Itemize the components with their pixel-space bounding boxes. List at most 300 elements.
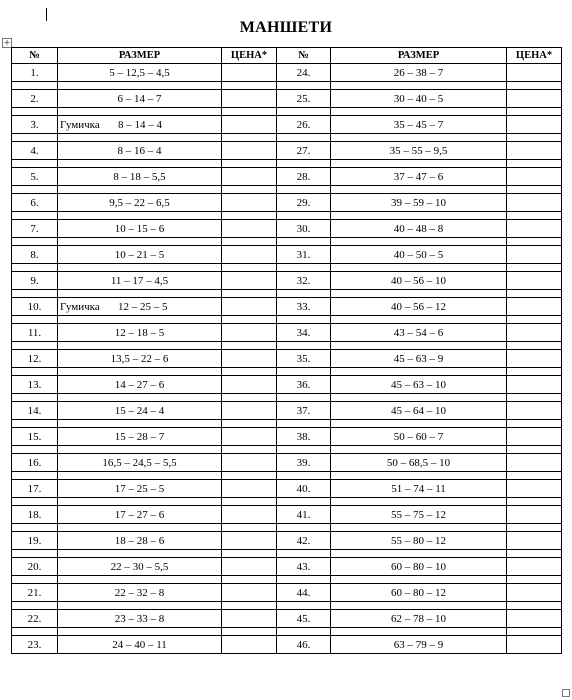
price-cell[interactable] xyxy=(222,90,277,108)
price-cell[interactable] xyxy=(507,324,562,342)
row-number: 20. xyxy=(12,558,58,576)
price-cell[interactable] xyxy=(222,142,277,160)
size-cell: 62 – 78 – 10 xyxy=(331,610,507,628)
empty-cell xyxy=(507,108,562,116)
size-cell xyxy=(58,376,222,394)
spacer-row xyxy=(12,446,562,454)
empty-cell xyxy=(331,290,507,298)
spacer-row xyxy=(12,264,562,272)
row-number: 2. xyxy=(12,90,58,108)
empty-cell xyxy=(331,342,507,350)
row-number: 7. xyxy=(12,220,58,238)
size-value: 17 – 27 – 6 xyxy=(114,508,165,521)
row-number: 8. xyxy=(12,246,58,264)
empty-cell xyxy=(507,82,562,90)
size-cell: 26 – 38 – 7 xyxy=(331,64,507,82)
price-cell[interactable] xyxy=(222,324,277,342)
row-number: 43. xyxy=(277,558,331,576)
price-cell[interactable] xyxy=(507,272,562,290)
table-row xyxy=(12,584,562,602)
table-row xyxy=(12,350,562,368)
table-row xyxy=(12,90,562,108)
size-value: 18 – 28 – 6 xyxy=(114,534,165,547)
spacer-row xyxy=(12,160,562,168)
price-cell[interactable] xyxy=(222,558,277,576)
price-cell[interactable] xyxy=(507,194,562,212)
empty-cell xyxy=(222,134,277,142)
row-number: 44. xyxy=(277,584,331,602)
table-resize-handle-icon[interactable] xyxy=(562,689,570,697)
size-value: 15 – 24 – 4 xyxy=(114,404,165,417)
empty-cell xyxy=(58,498,222,506)
table-row xyxy=(12,610,562,628)
price-cell[interactable] xyxy=(222,64,277,82)
size-cell xyxy=(58,428,222,446)
empty-cell xyxy=(277,186,331,194)
empty-cell xyxy=(12,316,58,324)
empty-cell xyxy=(58,290,222,298)
empty-cell xyxy=(12,524,58,532)
row-number: 36. xyxy=(277,376,331,394)
size-value: 16,5 – 24,5 – 5,5 xyxy=(102,456,177,469)
table-row xyxy=(12,324,562,342)
empty-cell xyxy=(58,342,222,350)
table-row xyxy=(12,194,562,212)
row-number: 13. xyxy=(12,376,58,394)
empty-cell xyxy=(331,160,507,168)
size-cell xyxy=(58,298,222,316)
spacer-row xyxy=(12,212,562,220)
size-cell xyxy=(58,532,222,550)
empty-cell xyxy=(222,160,277,168)
price-cell[interactable] xyxy=(222,402,277,420)
size-value: 22 – 30 – 5,5 xyxy=(110,560,169,573)
empty-cell xyxy=(58,82,222,90)
price-cell[interactable] xyxy=(507,90,562,108)
price-cell[interactable] xyxy=(222,454,277,472)
empty-cell xyxy=(277,342,331,350)
empty-cell xyxy=(58,446,222,454)
row-number: 34. xyxy=(277,324,331,342)
spacer-row xyxy=(12,82,562,90)
price-cell[interactable] xyxy=(222,584,277,602)
empty-cell xyxy=(507,264,562,272)
spacer-row xyxy=(12,602,562,610)
size-cell: 40 – 48 – 8 xyxy=(331,220,507,238)
price-cell[interactable] xyxy=(507,506,562,524)
price-cell[interactable] xyxy=(507,64,562,82)
empty-cell xyxy=(507,472,562,480)
price-cell[interactable] xyxy=(507,220,562,238)
size-value: 8 – 14 – 4 xyxy=(118,118,162,131)
price-cell[interactable] xyxy=(507,584,562,602)
row-number: 28. xyxy=(277,168,331,186)
spacer-row xyxy=(12,628,562,636)
price-cell[interactable] xyxy=(507,116,562,134)
row-number: 16. xyxy=(12,454,58,472)
empty-cell xyxy=(331,108,507,116)
price-cell[interactable] xyxy=(507,454,562,472)
size-value: 5 – 12,5 – 4,5 xyxy=(109,66,170,79)
page-title: МАНШЕТИ xyxy=(239,19,333,36)
empty-cell xyxy=(12,82,58,90)
row-number: 5. xyxy=(12,168,58,186)
empty-cell xyxy=(277,290,331,298)
size-cell xyxy=(58,480,222,498)
size-cell xyxy=(58,350,222,368)
spacer-row xyxy=(12,108,562,116)
size-value: 9,5 – 22 – 6,5 xyxy=(109,196,170,209)
row-number: 37. xyxy=(277,402,331,420)
table-row xyxy=(12,636,562,654)
row-number: 3. xyxy=(12,116,58,134)
empty-cell xyxy=(331,498,507,506)
table-row xyxy=(12,376,562,394)
price-cell[interactable] xyxy=(507,636,562,654)
size-cell xyxy=(58,116,222,134)
row-number: 26. xyxy=(277,116,331,134)
empty-cell xyxy=(277,628,331,636)
spacer-row xyxy=(12,498,562,506)
price-cell[interactable] xyxy=(222,350,277,368)
empty-cell xyxy=(277,134,331,142)
empty-cell xyxy=(331,446,507,454)
empty-cell xyxy=(277,368,331,376)
size-cell xyxy=(58,246,222,264)
empty-cell xyxy=(331,628,507,636)
empty-cell xyxy=(58,524,222,532)
price-cell[interactable] xyxy=(222,376,277,394)
size-cell: 63 – 79 – 9 xyxy=(331,636,507,654)
price-cell[interactable] xyxy=(507,402,562,420)
size-cell: 40 – 56 – 10 xyxy=(331,272,507,290)
price-cell[interactable] xyxy=(222,428,277,446)
row-number: 35. xyxy=(277,350,331,368)
empty-cell xyxy=(277,446,331,454)
empty-cell xyxy=(331,134,507,142)
header-size: РАЗМЕР xyxy=(58,48,222,64)
row-number: 29. xyxy=(277,194,331,212)
price-cell[interactable] xyxy=(222,506,277,524)
empty-cell xyxy=(222,212,277,220)
size-note: Гумичка xyxy=(60,300,100,313)
row-number: 21. xyxy=(12,584,58,602)
empty-cell xyxy=(222,394,277,402)
size-value: 12 – 18 – 5 xyxy=(114,326,165,339)
row-number: 25. xyxy=(277,90,331,108)
size-cell xyxy=(58,324,222,342)
size-value: 22 – 32 – 8 xyxy=(114,586,165,599)
size-cell: 55 – 80 – 12 xyxy=(331,532,507,550)
size-cell: 50 – 68,5 – 10 xyxy=(331,454,507,472)
table-row xyxy=(12,168,562,186)
empty-cell xyxy=(222,82,277,90)
price-cell[interactable] xyxy=(507,610,562,628)
size-cell xyxy=(58,194,222,212)
empty-cell xyxy=(331,602,507,610)
price-cell[interactable] xyxy=(222,298,277,316)
row-number: 39. xyxy=(277,454,331,472)
row-number: 32. xyxy=(277,272,331,290)
empty-cell xyxy=(12,212,58,220)
row-number: 1. xyxy=(12,64,58,82)
empty-cell xyxy=(331,524,507,532)
price-cell[interactable] xyxy=(222,194,277,212)
spacer-row xyxy=(12,342,562,350)
spacer-row xyxy=(12,134,562,142)
price-cell[interactable] xyxy=(507,298,562,316)
table-move-handle-icon[interactable]: + xyxy=(3,38,11,47)
empty-cell xyxy=(58,550,222,558)
size-cell xyxy=(58,558,222,576)
spacer-row xyxy=(12,576,562,584)
empty-cell xyxy=(12,446,58,454)
empty-cell xyxy=(507,498,562,506)
empty-cell xyxy=(277,212,331,220)
empty-cell xyxy=(58,238,222,246)
table-row xyxy=(12,532,562,550)
price-cell[interactable] xyxy=(222,480,277,498)
empty-cell xyxy=(58,212,222,220)
empty-cell xyxy=(222,264,277,272)
empty-cell xyxy=(507,602,562,610)
empty-cell xyxy=(12,290,58,298)
size-note: Гумичка xyxy=(60,118,100,131)
price-cell[interactable] xyxy=(507,168,562,186)
size-value: 10 – 21 – 5 xyxy=(114,248,165,261)
empty-cell xyxy=(58,602,222,610)
empty-cell xyxy=(58,628,222,636)
empty-cell xyxy=(331,368,507,376)
empty-cell xyxy=(277,498,331,506)
price-cell[interactable] xyxy=(222,220,277,238)
empty-cell xyxy=(12,108,58,116)
empty-cell xyxy=(12,498,58,506)
size-cell: 50 – 60 – 7 xyxy=(331,428,507,446)
header-price: ЦЕНА* xyxy=(222,48,277,64)
row-number: 9. xyxy=(12,272,58,290)
empty-cell xyxy=(12,394,58,402)
empty-cell xyxy=(507,394,562,402)
empty-cell xyxy=(277,82,331,90)
price-cell[interactable] xyxy=(222,116,277,134)
row-number: 41. xyxy=(277,506,331,524)
empty-cell xyxy=(12,550,58,558)
row-number: 12. xyxy=(12,350,58,368)
size-value: 23 – 33 – 8 xyxy=(114,612,165,625)
size-cell xyxy=(58,454,222,472)
spacer-row xyxy=(12,394,562,402)
size-cell xyxy=(58,506,222,524)
size-cell xyxy=(58,610,222,628)
row-number: 27. xyxy=(277,142,331,160)
empty-cell xyxy=(331,238,507,246)
empty-cell xyxy=(507,446,562,454)
row-number: 15. xyxy=(12,428,58,446)
size-cell xyxy=(58,272,222,290)
empty-cell xyxy=(12,342,58,350)
spacer-row xyxy=(12,472,562,480)
empty-cell xyxy=(222,576,277,584)
size-value: 8 – 18 – 5,5 xyxy=(113,170,166,183)
empty-cell xyxy=(507,342,562,350)
table-row xyxy=(12,454,562,472)
empty-cell xyxy=(58,420,222,428)
price-cell[interactable] xyxy=(222,610,277,628)
empty-cell xyxy=(507,524,562,532)
size-cell xyxy=(58,636,222,654)
empty-cell xyxy=(507,160,562,168)
empty-cell xyxy=(331,316,507,324)
size-value: 6 – 14 – 7 xyxy=(117,92,162,105)
empty-cell xyxy=(507,212,562,220)
row-number: 46. xyxy=(277,636,331,654)
price-cell[interactable] xyxy=(507,350,562,368)
row-number: 10. xyxy=(12,298,58,316)
price-cell[interactable] xyxy=(507,480,562,498)
empty-cell xyxy=(58,394,222,402)
empty-cell xyxy=(331,550,507,558)
size-value: 14 – 27 – 6 xyxy=(114,378,165,391)
price-cell[interactable] xyxy=(507,532,562,550)
empty-cell xyxy=(507,576,562,584)
spacer-row xyxy=(12,524,562,532)
empty-cell xyxy=(507,290,562,298)
empty-cell xyxy=(58,368,222,376)
empty-cell xyxy=(58,134,222,142)
table-row xyxy=(12,272,562,290)
empty-cell xyxy=(222,550,277,558)
empty-cell xyxy=(58,316,222,324)
price-cell[interactable] xyxy=(507,246,562,264)
empty-cell xyxy=(222,290,277,298)
empty-cell xyxy=(12,368,58,376)
row-number: 19. xyxy=(12,532,58,550)
empty-cell xyxy=(222,420,277,428)
empty-cell xyxy=(12,186,58,194)
table-row xyxy=(12,116,562,134)
price-cell[interactable] xyxy=(507,142,562,160)
sizes-table xyxy=(11,47,562,654)
empty-cell xyxy=(58,160,222,168)
empty-cell xyxy=(331,420,507,428)
table-row xyxy=(12,558,562,576)
size-cell xyxy=(58,584,222,602)
empty-cell xyxy=(507,238,562,246)
price-cell[interactable] xyxy=(507,428,562,446)
empty-cell xyxy=(222,238,277,246)
size-value: 8 – 16 – 4 xyxy=(117,144,162,157)
empty-cell xyxy=(277,550,331,558)
empty-cell xyxy=(277,160,331,168)
size-cell: 45 – 64 – 10 xyxy=(331,402,507,420)
size-cell: 55 – 75 – 12 xyxy=(331,506,507,524)
price-cell[interactable] xyxy=(507,376,562,394)
empty-cell xyxy=(222,186,277,194)
row-number: 33. xyxy=(277,298,331,316)
empty-cell xyxy=(507,420,562,428)
empty-cell xyxy=(331,472,507,480)
empty-cell xyxy=(331,82,507,90)
size-value: 24 – 40 – 11 xyxy=(112,638,167,651)
size-cell: 43 – 54 – 6 xyxy=(331,324,507,342)
empty-cell xyxy=(277,602,331,610)
size-value: 12 – 25 – 5 xyxy=(118,300,168,313)
empty-cell xyxy=(277,524,331,532)
size-cell xyxy=(58,402,222,420)
empty-cell xyxy=(331,394,507,402)
size-cell: 40 – 56 – 12 xyxy=(331,298,507,316)
price-cell[interactable] xyxy=(222,246,277,264)
table-header-row xyxy=(12,48,562,64)
spacer-row xyxy=(12,186,562,194)
price-cell[interactable] xyxy=(222,636,277,654)
table-row xyxy=(12,402,562,420)
row-number: 23. xyxy=(12,636,58,654)
size-cell xyxy=(58,142,222,160)
size-cell: 39 – 59 – 10 xyxy=(331,194,507,212)
empty-cell xyxy=(12,472,58,480)
row-number: 6. xyxy=(12,194,58,212)
empty-cell xyxy=(12,602,58,610)
size-cell xyxy=(58,64,222,82)
size-value: 13,5 – 22 – 6 xyxy=(110,352,169,365)
spacer-row xyxy=(12,420,562,428)
empty-cell xyxy=(277,316,331,324)
empty-cell xyxy=(12,628,58,636)
row-number: 24. xyxy=(277,64,331,82)
price-cell[interactable] xyxy=(222,532,277,550)
spacer-row xyxy=(12,238,562,246)
size-cell: 35 – 45 – 7 xyxy=(331,116,507,134)
price-cell[interactable] xyxy=(222,272,277,290)
table-row xyxy=(12,64,562,82)
row-number: 40. xyxy=(277,480,331,498)
spacer-row xyxy=(12,290,562,298)
size-cell: 60 – 80 – 10 xyxy=(331,558,507,576)
empty-cell xyxy=(277,264,331,272)
size-cell: 30 – 40 – 5 xyxy=(331,90,507,108)
size-cell xyxy=(58,90,222,108)
size-value: 11 – 17 – 4,5 xyxy=(110,274,169,287)
empty-cell xyxy=(331,212,507,220)
empty-cell xyxy=(12,134,58,142)
empty-cell xyxy=(277,108,331,116)
table-row xyxy=(12,480,562,498)
spacer-row xyxy=(12,316,562,324)
empty-cell xyxy=(222,368,277,376)
size-cell: 51 – 74 – 11 xyxy=(331,480,507,498)
row-number: 45. xyxy=(277,610,331,628)
empty-cell xyxy=(331,576,507,584)
row-number: 14. xyxy=(12,402,58,420)
size-value: 17 – 25 – 5 xyxy=(114,482,165,495)
size-cell: 37 – 47 – 6 xyxy=(331,168,507,186)
price-cell[interactable] xyxy=(222,168,277,186)
empty-cell xyxy=(222,446,277,454)
size-cell: 40 – 50 – 5 xyxy=(331,246,507,264)
row-number: 11. xyxy=(12,324,58,342)
row-number: 30. xyxy=(277,220,331,238)
empty-cell xyxy=(222,472,277,480)
empty-cell xyxy=(331,186,507,194)
spacer-row xyxy=(12,368,562,376)
size-cell: 45 – 63 – 9 xyxy=(331,350,507,368)
size-cell: 45 – 63 – 10 xyxy=(331,376,507,394)
empty-cell xyxy=(277,394,331,402)
price-cell[interactable] xyxy=(507,558,562,576)
empty-cell xyxy=(277,472,331,480)
